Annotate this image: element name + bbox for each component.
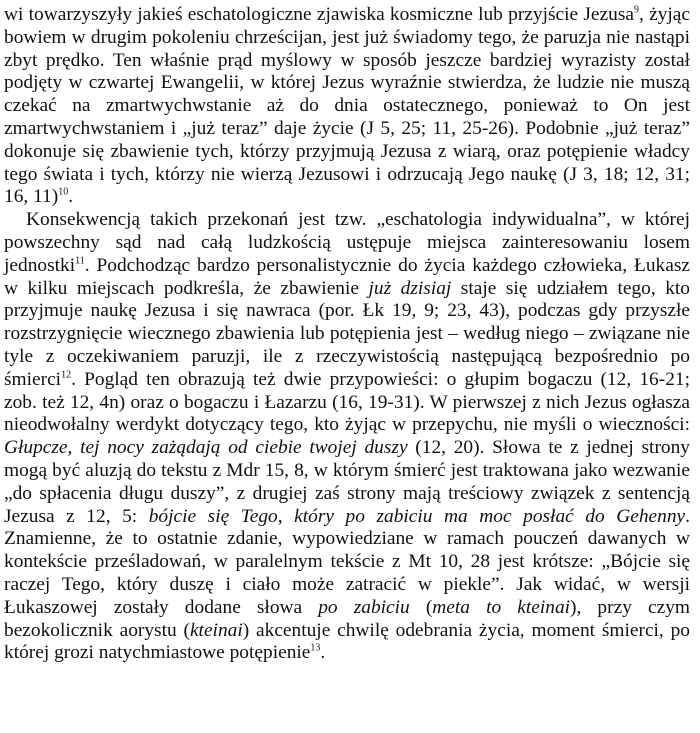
text-segment: , żyjąc bowiem w drugim pokoleniu chrześcijan, jest już świadomy tego, że paruzja nie nastąpi zbyt prędko. Ten właśnie prąd myślowy w sposób jeszcze bardziej wyrazisty został podjęty w czwartej Ewangelii, w której Jezus wyraźnie stwierdza, że ludzie nie muszą czekać na zmartwychwstanie aż do dnia ostatecznego, ponieważ to On jest zmartwychwstaniem i „już teraz” daje życie (J 5, 25; 11, 25-26). Podobnie „już teraz” dokonuje się zbawienie tych, którzy przyjmują Jezusa z wiarą, oraz potępienie władcy tego świata i tych, którzy nie wierzą Jezusowi i odrzucają Jego naukę (J 3, 18; 12, 31; 16, 11) [4, 4, 690, 208]
text-segment: ( [409, 596, 433, 618]
footnote-marker: 11 [75, 255, 85, 267]
text-segment: ) akcentuje chwilę odebrania życia, moment śmierci, po której grozi natychmiastowe potępienie [4, 619, 690, 664]
text-segment: wi towarzyszyły jakieś eschatologiczne zjawiska kosmiczne lub przyjście Jezusa [4, 4, 634, 25]
italic-text: po zabiciu [318, 596, 410, 618]
italic-text: meta to kteinai [432, 596, 571, 618]
footnote-marker: 9 [633, 4, 639, 16]
italic-text: kteinai [189, 619, 243, 641]
italic-text: Głupcze, tej nocy zażądają od ciebie twojej duszy [4, 437, 408, 459]
footnote-marker: 13 [310, 642, 321, 654]
text-segment: . Pogląd ten obrazują też dwie przypowieści: o głupim bogaczu (12, 16-21; zob. też 12, 4n) oraz o bogaczu i Łazarzu (16, 19-31). W pierwszej z nich Jezus ogłasza nieodwołalny werdykt dotyczący tego, kto żyjąc w przepychu, nie myśli o wieczności: [4, 368, 690, 436]
footnote-marker: 12 [61, 369, 72, 381]
text-segment: . [68, 186, 74, 208]
paragraph-2 [4, 209, 690, 665]
italic-text: już dzisiaj [368, 277, 452, 299]
paragraph-1 [4, 4, 690, 209]
text-segment: . Znamienne, że to ostatnie zdanie, wypowiedziane w ramach pouczeń dawanych w kontekście prześladowań, w paralelnym tekście z Mt 10, 28 jest krótsze: „Bójcie się raczej Tego, który duszę i ciało może zatracić w piekle”. Jak widać, w wersji Łukaszowej zostały dodane słowa [4, 505, 690, 618]
text-segment: . [320, 642, 326, 664]
text-segment: . Podchodząc bardzo personalistycznie do życia każdego człowieka, Łukasz w kilku miejscach podkreśla, że zbawienie [4, 254, 690, 299]
text-segment: staje się udziałem tego, kto przyjmuje naukę Jezusa i się nawraca (por. Łk 19, 9; 23, 43), podczas gdy przyszłe rozstrzygnięcie wiecznego zbawienia lub potępienia jest – według niego – związane nie tyle z oczekiwaniem paruzji, ile z rzeczywistością następującą bezpośrednio po śmierci [4, 277, 691, 390]
text-segment: ), przy czym bezokolicznik aorystu ( [4, 596, 690, 641]
footnote-marker: 10 [58, 186, 69, 198]
italic-text: bójcie się Tego, który po zabiciu ma moc posłać do Gehenny [148, 505, 686, 527]
text-segment: Konsekwencją takich przekonań jest tzw. „eschatologia indywidualna”, w której powszechny sąd nad całą ludzkością ustępuje miejsca zainteresowaniu losem jednostki [4, 209, 690, 276]
text-segment: (12, 20). Słowa te z jednej strony mogą być aluzją do tekstu z Mdr 15, 8, w którym śmierć jest traktowana jako wezwanie „do spłacenia długu duszy”, z drugiej zaś strony mają treściowy związek z sentencją Jezusa z 12, 5: [4, 437, 690, 527]
